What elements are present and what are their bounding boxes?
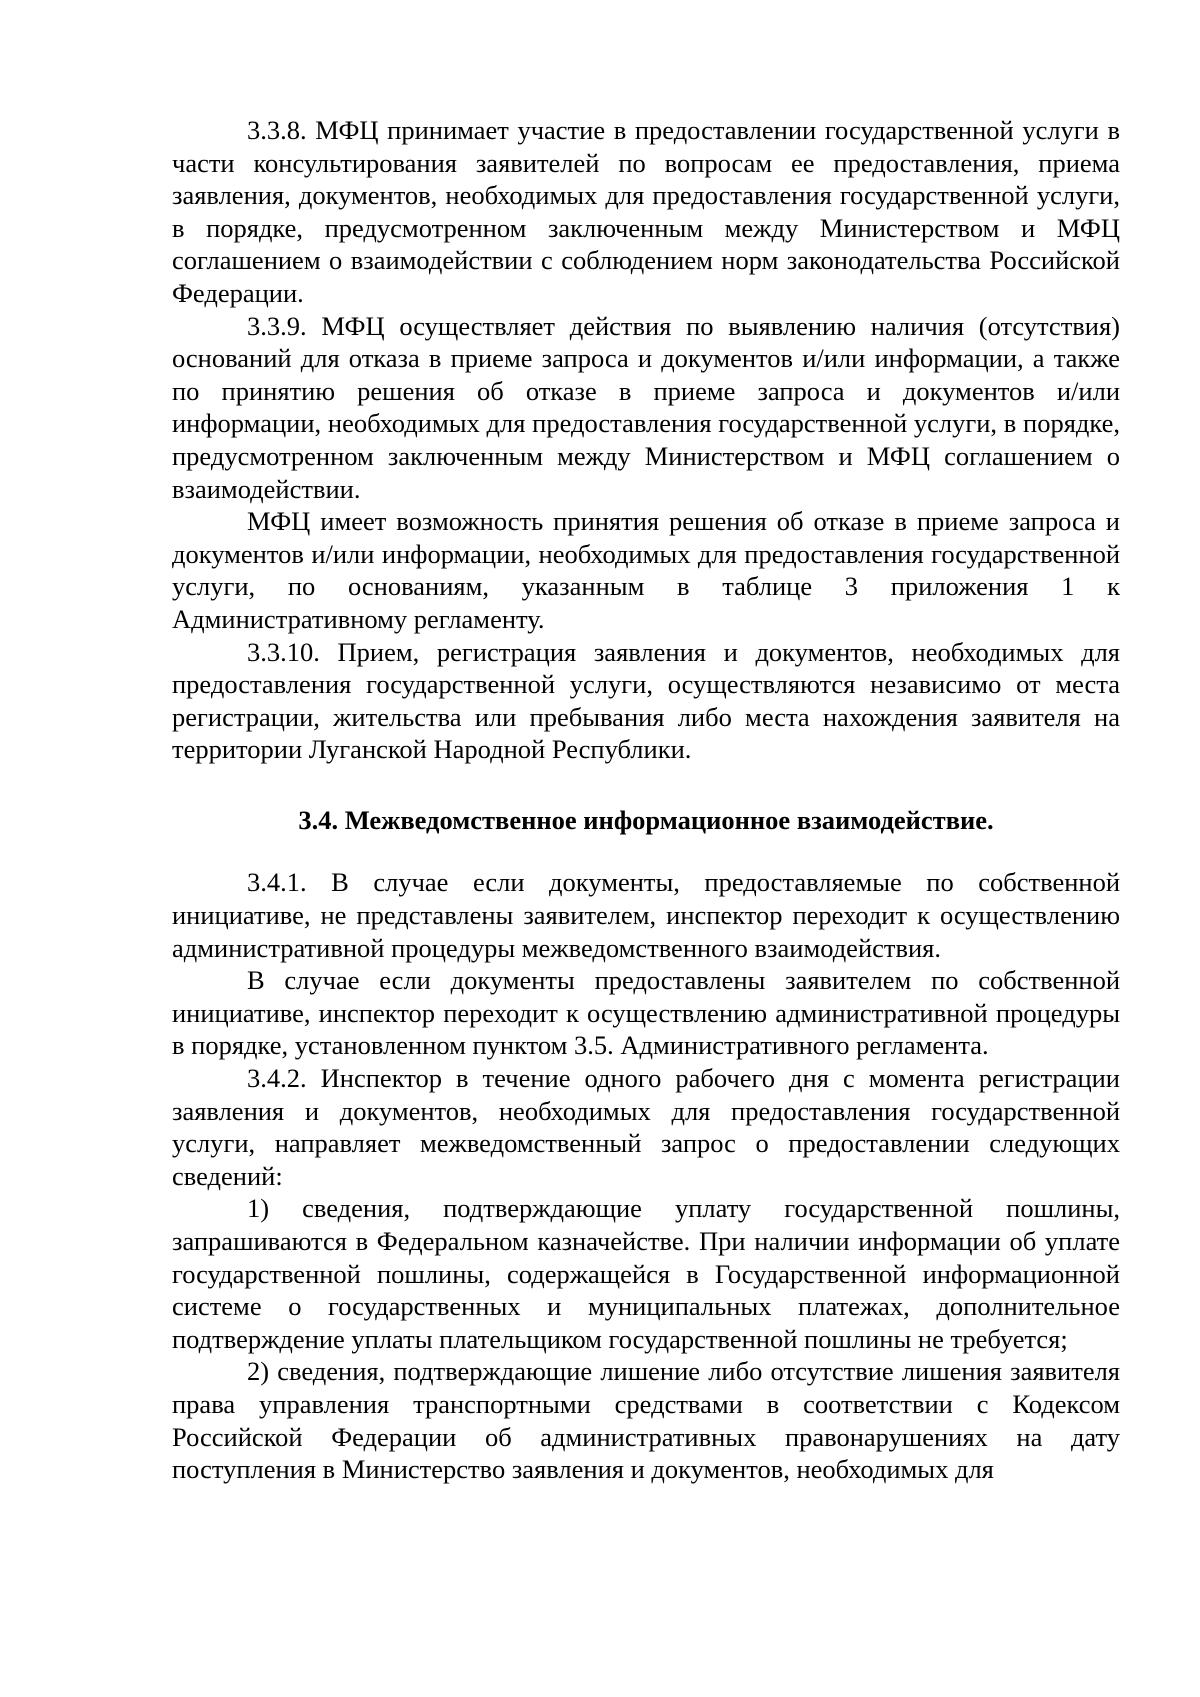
list-item-1: 1) сведения, подтверждающие уплату государственной пошлины, запрашиваются в Федеральном казначействе. При наличии информации об уплате государственной пошлины, содержащейся в Государственной информационной системе о государственных и муниципальных платежах, дополнительное подтверждение уплаты плательщиком государственной пошлины не требуется; (172, 1193, 1120, 1354)
list-item-2: 2) сведения, подтверждающие лишение либо отсутствие лишения заявителя права управления транспортными средствами в соответствии с Кодексом Российской Федерации об административных правонарушениях на дату поступления в Министерство заявления и документов, необходимых для (172, 1356, 1120, 1485)
document-page (172, 114, 1120, 1486)
section-heading-3-4: 3.4. Межведомственное информационное взаимодействие. (298, 804, 994, 835)
paragraph-3-3-8: 3.3.8. МФЦ принимает участие в предоставлении государственной услуги в части консультирования заявителей по вопросам ее предоставления, приема заявления, документов, необходимых для предоставления государственной услуги, в порядке, предусмотренном заключенным между Министерством и МФЦ соглашением о взаимодействии с соблюдением норм законодательства Российской Федерации. (172, 115, 1120, 308)
paragraph-3-4-1: 3.4.1. В случае если документы, предоставляемые по собственной инициативе, не представлены заявителем, инспектор переходит к осуществлению административной процедуры межведомственного взаимодействия. (172, 867, 1120, 963)
paragraph-mfc-refusal: МФЦ имеет возможность принятия решения об отказе в приеме запроса и документов и/или информации, необходимых для предоставления государственной услуги, по основаниям, указанным в таблице 3 приложения 1 к Административному регламенту. (172, 506, 1120, 634)
paragraph-3-3-10: 3.3.10. Прием, регистрация заявления и документов, необходимых для предоставления государственной услуги, осуществляются независимо от места регистрации, жительства или пребывания либо места нахождения заявителя на территории Луганской Народной Республики. (172, 636, 1120, 765)
paragraph-3-3-9: 3.3.9. МФЦ осуществляет действия по выявлению наличия (отсутствия) оснований для отказа в приеме запроса и документов и/или информации, а также по принятию решения об отказе в приеме запроса и документов и/или информации, необходимых для предоставления государственной услуги, в порядке, предусмотренном заключенным между Министерством и МФЦ соглашением о взаимодействии. (172, 310, 1120, 504)
paragraph-3-4-2: 3.4.2. Инспектор в течение одного рабочего дня с момента регистрации заявления и документов, необходимых для предоставления государственной услуги, направляет межведомственный запрос о предоставлении следующих сведений: (172, 1063, 1120, 1191)
paragraph-own-initiative: В случае если документы предоставлены заявителем по собственной инициативе, инспектор переходит к осуществлению административной процедуры в порядке, установленном пунктом 3.5. Административного регламента. (172, 965, 1120, 1061)
